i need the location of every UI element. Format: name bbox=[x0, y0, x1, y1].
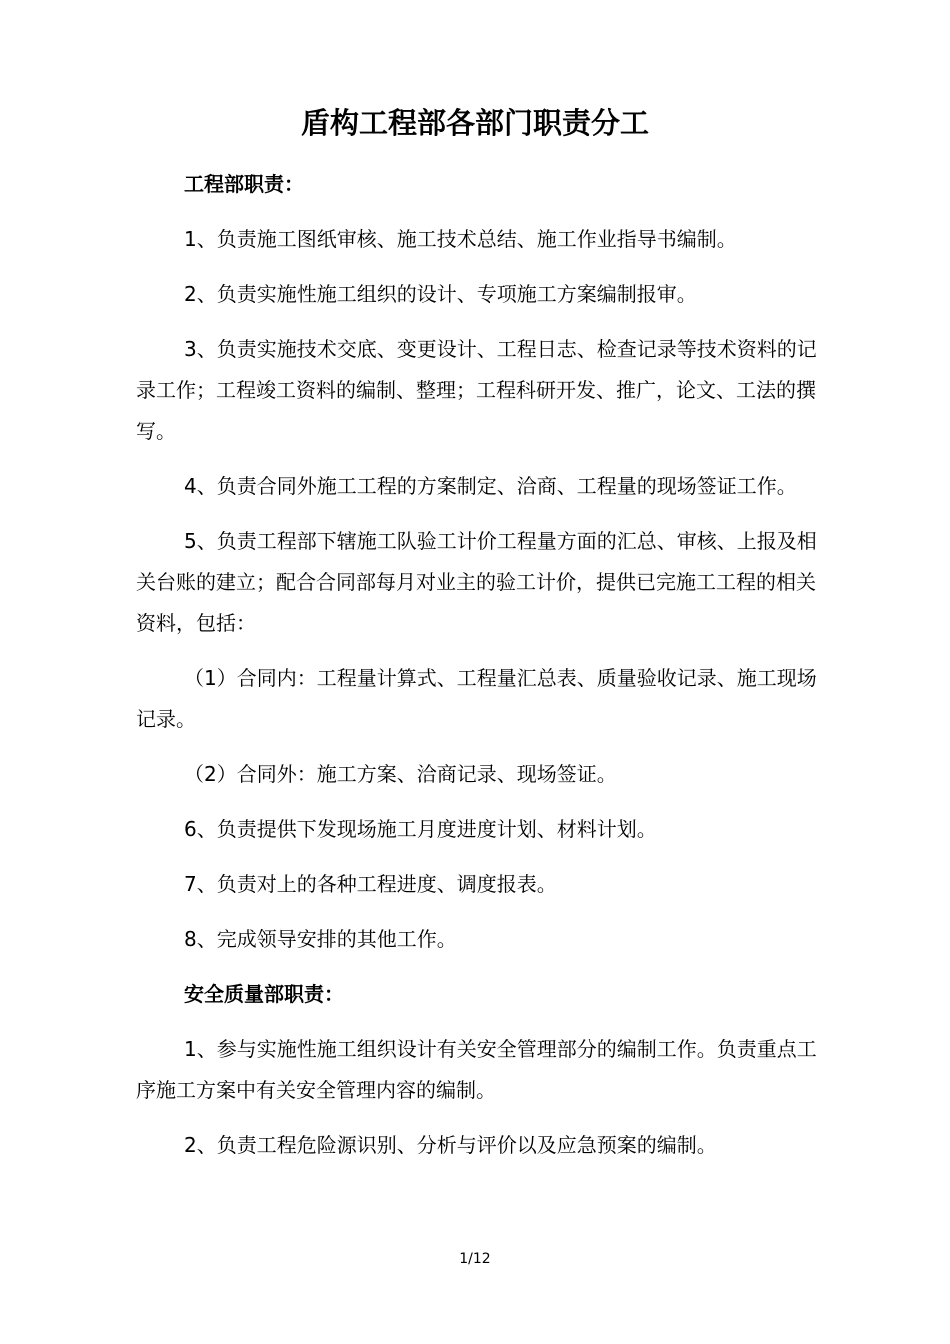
paragraph: 2、负责工程危险源识别、分析与评价以及应急预案的编制。 bbox=[184, 1133, 717, 1157]
paragraph: （2）合同外：施工方案、洽商记录、现场签证。 bbox=[184, 762, 617, 786]
document-body bbox=[136, 164, 826, 1180]
paragraph: 8、完成领导安排的其他工作。 bbox=[184, 927, 457, 951]
paragraph: 2、负责实施性施工组织的设计、专项施工方案编制报审。 bbox=[184, 282, 697, 306]
document-title: 盾构工程部各部门职责分工 bbox=[300, 106, 649, 140]
paragraph: 7、负责对上的各种工程进度、调度报表。 bbox=[184, 872, 557, 896]
paragraph: 5、负责工程部下辖施工队验工计价工程量方面的汇总、审核、上报及相关台账的建立；配合合同部每月对业主的验工计价，提供已完施工工程的相关资料，包括： bbox=[136, 529, 817, 635]
paragraph: 1、负责施工图纸审核、施工技术总结、施工作业指导书编制。 bbox=[184, 227, 737, 251]
section-heading-engineering: 工程部职责： bbox=[184, 172, 304, 196]
paragraph: （1）合同内：工程量计算式、工程量汇总表、质量验收记录、施工现场记录。 bbox=[136, 666, 817, 731]
paragraph: 4、负责合同外施工工程的方案制定、洽商、工程量的现场签证工作。 bbox=[184, 474, 797, 498]
paragraph: 6、负责提供下发现场施工月度进度计划、材料计划。 bbox=[184, 817, 657, 841]
section-heading-safety-quality: 安全质量部职责： bbox=[184, 982, 344, 1006]
paragraph: 1、参与实施性施工组织设计有关安全管理部分的编制工作。负责重点工序施工方案中有关安全管理内容的编制。 bbox=[136, 1037, 817, 1102]
page-number: 1/12 bbox=[459, 1251, 491, 1267]
paragraph: 3、负责实施技术交底、变更设计、工程日志、检查记录等技术资料的记录工作；工程竣工资料的编制、整理；工程科研开发、推广，论文、工法的撰写。 bbox=[136, 337, 817, 443]
